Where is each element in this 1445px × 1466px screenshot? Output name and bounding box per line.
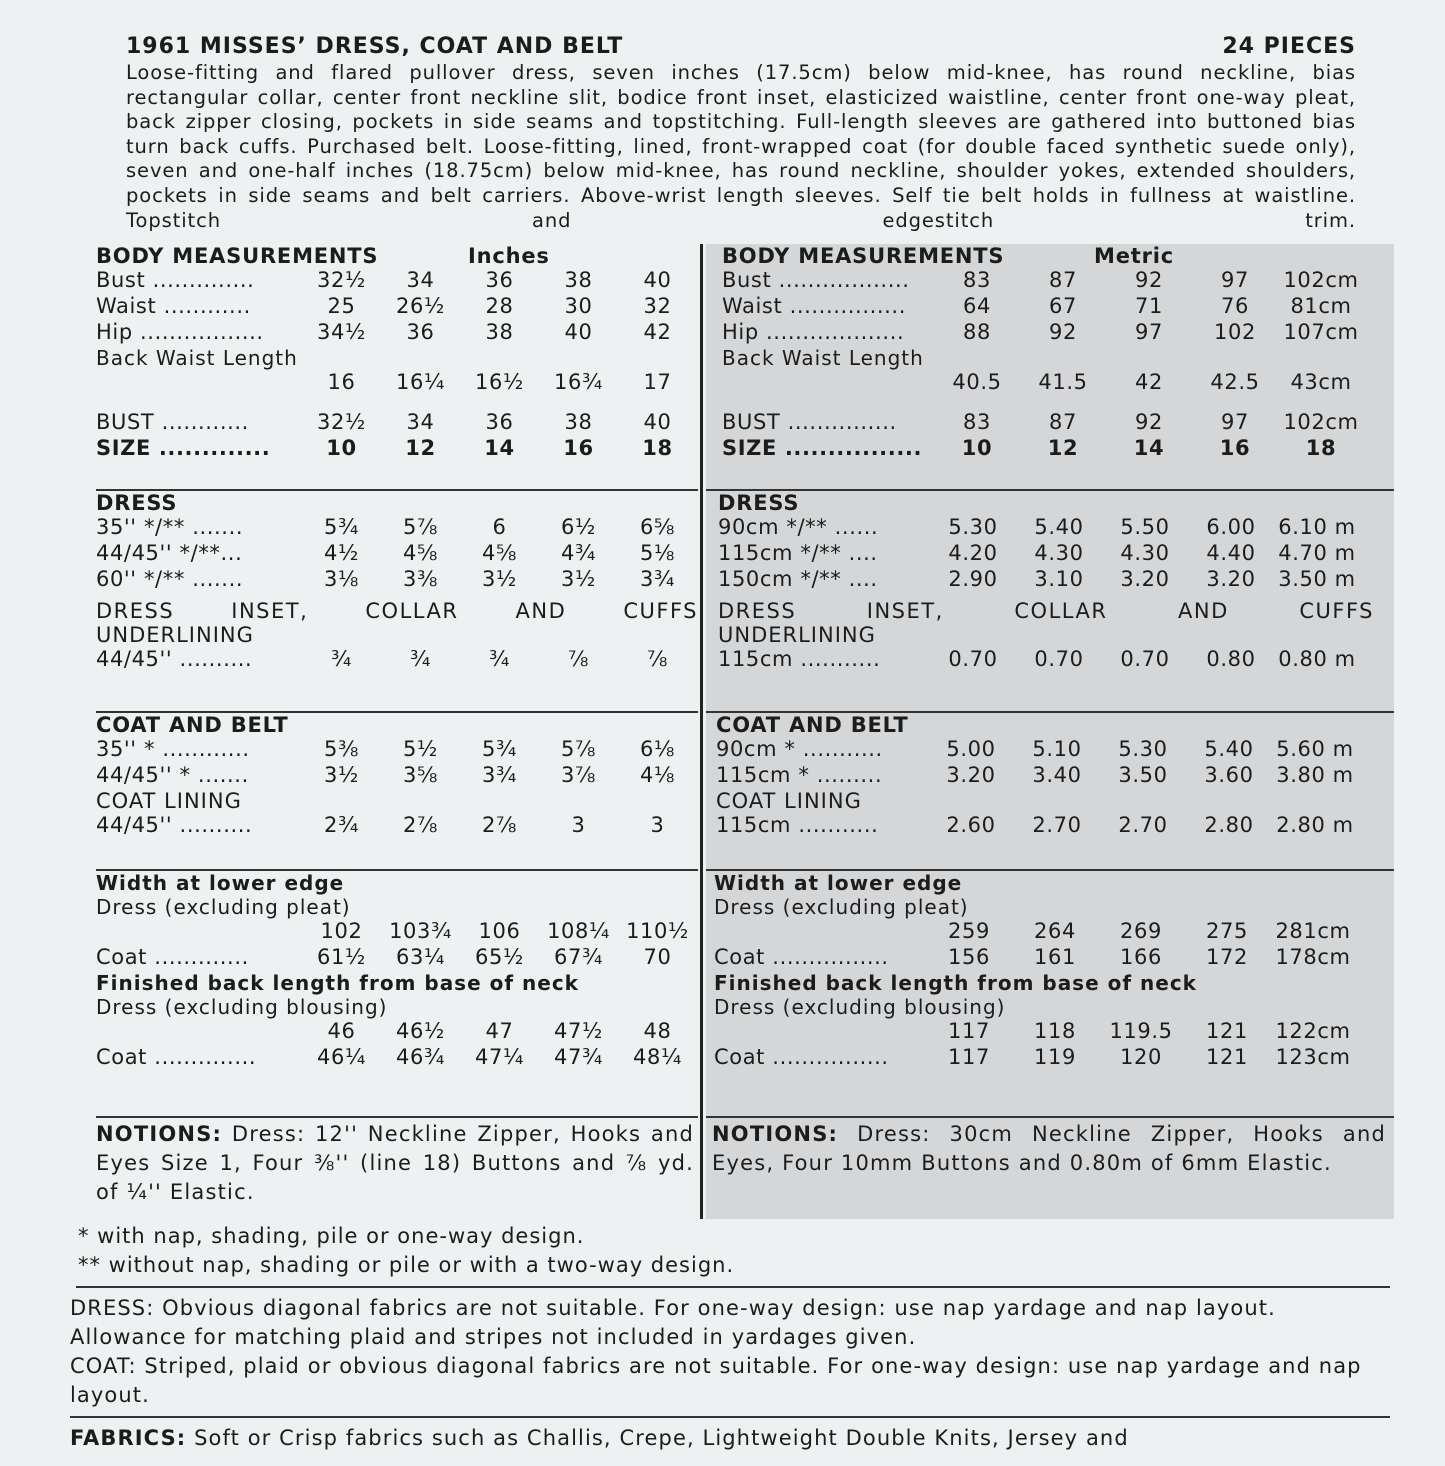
no-nap-footnote: ** without nap, shading or pile or with a two-way design. (78, 1253, 735, 1277)
coat-lining-row: 115cm ........... 2.60 2.70 2.70 2.80 2.80 m (716, 813, 1354, 837)
notions-label: NOTIONS: (96, 1122, 223, 1146)
finished-measurements-inches (96, 871, 698, 1118)
bust-row: Bust .............. 32½ 34 36 38 40 (96, 268, 672, 292)
finished-measurements-metric (706, 871, 1394, 1118)
notions-metric (706, 1118, 1394, 1219)
dress-150-row: 150cm */** .... 2.90 3.10 3.20 3.20 3.50 m (718, 567, 1356, 591)
dress-yardage-inches (96, 491, 698, 713)
dress-35-row: 35'' */** ....... 5¾ 5⅞ 6 6½ 6⅝ (96, 515, 675, 539)
dress-90-row: 90cm */** ...... 5.30 5.40 5.50 6.00 6.10 m (718, 515, 1356, 539)
notions-label: NOTIONS: (712, 1122, 839, 1146)
column-divider (700, 244, 703, 1219)
width-heading: Width at lower edge (96, 871, 345, 895)
metric-column (706, 244, 1394, 1219)
underlining-label: UNDERLINING (96, 623, 254, 647)
waist-row: Waist ................ 64 67 71 76 81cm (722, 294, 1352, 318)
underlining-label: UNDERLINING (718, 623, 876, 647)
width-dress-row: 259 264 269 275 281cm (948, 919, 1351, 943)
body-measurements-heading: BODY MEASUREMENTS (722, 244, 1005, 268)
hip-row: Hip ................... 88 92 97 102 107cm (722, 320, 1359, 344)
fabrics-text: Soft or Crisp fabrics such as Challis, Crepe, Lightweight Double Knits, Jersey and (194, 1426, 1129, 1450)
pieces-count: 24 PIECES (1222, 34, 1356, 59)
length-coat-row: Coat ................ 117 119 120 121 123cm (714, 1045, 1351, 1069)
pattern-header (126, 20, 1356, 233)
dress-blousing-label: Dress (excluding blousing) (714, 995, 1006, 1019)
back-waist-row: 16 16¼ 16½ 16¾ 17 (327, 370, 672, 394)
pattern-footer (70, 1222, 1390, 1453)
inset-heading: DRESS INSET, COLLAR AND CUFFS (96, 599, 698, 623)
body-measurements-metric (706, 244, 1394, 491)
coat-lining-label: COAT LINING (716, 789, 862, 813)
hip-row: Hip ................. 34½ 36 38 40 42 (96, 320, 672, 344)
pattern-description: Loose-fitting and flared pullover dress, seven inches (17.5cm) below mid-knee, has round neckline, bias rectangular collar, center front neckline slit, bodice front inset, elasticized waistline, center front one-way pleat, back zipper closing, pockets in side seams and topstitching. Full-length sleeves are gathered into buttoned bias turn back cuffs. Purchased belt. Loose-fitting, lined, front-wrapped coat (for double faced synthetic suede only), seven and one-half inches (18.75cm) below mid-knee, has round neckline, shoulder yokes, extended shoulders, pockets in side seams and belt carriers. Above-wrist length sleeves. Self tie belt holds in fullness at waistline. Topstitch and edgestitch trim. (126, 61, 1356, 232)
waist-row: Waist ............ 25 26½ 28 30 32 (96, 294, 672, 318)
bust-row: Bust .................. 83 87 92 97 102cm (722, 268, 1359, 292)
coat-lining-row: 44/45'' .......... 2¾ 2⅞ 2⅞ 3 3 (96, 813, 665, 837)
dress-advice: DRESS: Obvious diagonal fabrics are not suitable. For one-way design: use nap yardage and nap layout. Allowance for matching plaid and stripes not included in yardages given. (70, 1296, 1276, 1349)
bust-size-row: BUST ............... 83 87 92 97 102cm (722, 410, 1359, 434)
width-coat-row: Coat ................ 156 161 166 172 178cm (714, 945, 1351, 969)
length-coat-row: Coat .............. 46¼ 46¾ 47¼ 47¾ 48¼ (96, 1045, 682, 1069)
dress-heading: DRESS (718, 491, 800, 515)
dress-pleat-label: Dress (excluding pleat) (96, 895, 351, 919)
body-measurements-heading: BODY MEASUREMENTS (96, 244, 379, 268)
coat-115-row: 115cm * ......... 3.20 3.40 3.50 3.60 3.80 m (716, 763, 1354, 787)
coat-44-row: 44/45'' * ....... 3½ 3⅝ 3¾ 3⅞ 4⅛ (96, 763, 675, 787)
inches-column (96, 244, 698, 1219)
coat-90-row: 90cm * ........... 5.00 5.10 5.30 5.40 5.60 m (716, 737, 1354, 761)
coat-yardage-inches (96, 713, 698, 871)
width-heading: Width at lower edge (714, 871, 963, 895)
dress-115-row: 115cm */** .... 4.20 4.30 4.30 4.40 4.70 m (718, 541, 1356, 565)
fabrics-line (70, 1424, 1390, 1453)
coat-advice: COAT: Striped, plaid or obvious diagonal fabrics are not suitable. For one-way design: use nap yardage and nap layout. (70, 1354, 1362, 1407)
unit-label: Inches (468, 244, 550, 268)
notions-text: Dress: 30cm Neckline Zipper, Hooks and Eyes, Four 10mm Buttons and 0.80m of 6mm Elastic. (712, 1122, 1386, 1175)
notions-inches (96, 1118, 698, 1219)
dress-60-row: 60'' */** ....... 3⅛ 3⅜ 3½ 3½ 3¾ (96, 567, 675, 591)
inset-heading: DRESS INSET, COLLAR AND CUFFS (718, 599, 1374, 623)
coat-heading: COAT AND BELT (96, 713, 289, 737)
width-dress-row: 102 103¾ 106 108¼ 110½ (320, 919, 689, 943)
coat-35-row: 35'' * ............ 5⅜ 5½ 5¾ 5⅞ 6⅛ (96, 737, 675, 761)
width-coat-row: Coat ............. 61½ 63¼ 65½ 67¾ 70 (96, 945, 672, 969)
back-waist-row: 40.5 41.5 42 42.5 43cm (952, 370, 1352, 394)
fabrics-label: FABRICS: (70, 1426, 187, 1450)
coat-yardage-metric (706, 713, 1394, 871)
dress-heading: DRESS (96, 491, 178, 515)
dress-yardage-metric (706, 491, 1394, 713)
coat-heading: COAT AND BELT (716, 713, 909, 737)
coat-lining-label: COAT LINING (96, 789, 242, 813)
back-waist-label: Back Waist Length (96, 346, 298, 370)
underlining-row: 44/45'' .......... ¾ ¾ ¾ ⅞ ⅞ (96, 647, 668, 671)
size-row: SIZE ................ 10 12 14 16 18 (722, 436, 1337, 460)
size-row: SIZE ............. 10 12 14 16 18 (96, 436, 673, 460)
body-measurements-inches (96, 244, 698, 491)
length-heading: Finished back length from base of neck (96, 971, 579, 995)
nap-footnote: * with nap, shading, pile or one-way design. (78, 1224, 585, 1248)
pattern-title: 1961 MISSES’ DRESS, COAT AND BELT (126, 34, 624, 59)
underlining-row: 115cm ........... 0.70 0.70 0.70 0.80 0.80 m (718, 647, 1356, 671)
back-waist-label: Back Waist Length (722, 346, 924, 370)
unit-label: Metric (1094, 244, 1174, 268)
bust-size-row: BUST ............ 32½ 34 36 38 40 (96, 410, 672, 434)
dress-pleat-label: Dress (excluding pleat) (714, 895, 969, 919)
dress-44-row: 44/45'' */**... 4½ 4⅝ 4⅝ 4¾ 5⅛ (96, 541, 675, 565)
notions-text: Dress: 12'' Neckline Zipper, Hooks and Eyes Size 1, Four ⅜'' (line 18) Buttons and ⅞ yd. of ¼'' Elastic. (96, 1122, 694, 1204)
length-dress-row: 117 118 119.5 121 122cm (948, 1019, 1351, 1043)
dress-blousing-label: Dress (excluding blousing) (96, 995, 388, 1019)
length-heading: Finished back length from base of neck (714, 971, 1197, 995)
length-dress-row: 46 46½ 47 47½ 48 (327, 1019, 672, 1043)
